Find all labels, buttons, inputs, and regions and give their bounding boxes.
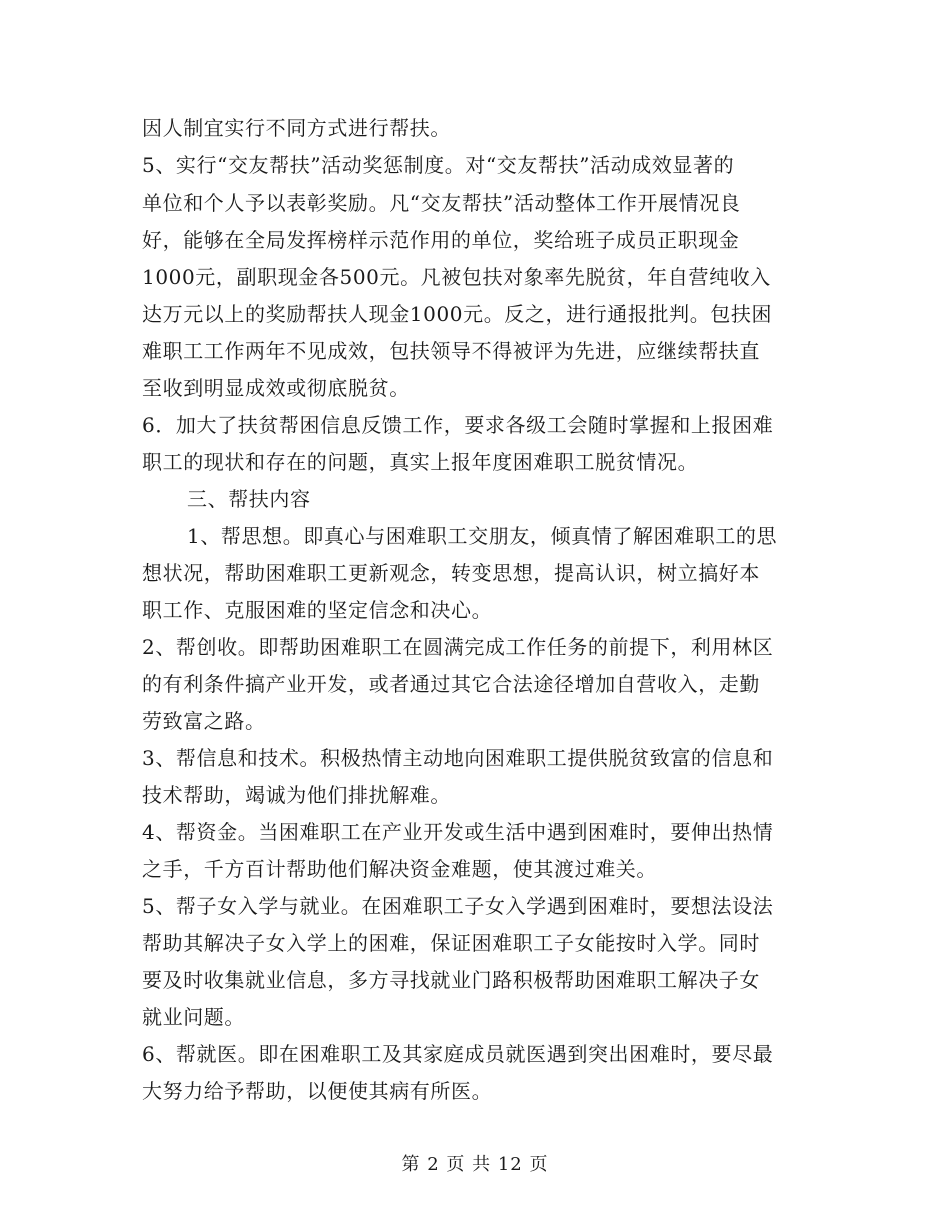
text-line: 职工的现状和存在的问题，真实上报年度困难职工脱贫情况。 <box>142 450 699 474</box>
text-line: 职工作、克服困难的坚定信念和决心。 <box>142 598 493 622</box>
text-line: 好，能够在全局发挥榜样示范作用的单位，奖给班子成员正职现金 <box>142 228 740 252</box>
text-line: 6、帮就医。即在困难职工及其家庭成员就医遇到突出困难时，要尽最 <box>142 1042 774 1066</box>
text-line: 技术帮助，竭诚为他们排扰解难。 <box>142 783 451 807</box>
text-line: 想状况，帮助困难职工更新观念，转变思想，提高认识，树立搞好本 <box>142 561 760 585</box>
text-line: 帮助其解决子女入学上的困难，保证困难职工子女能按时入学。同时 <box>142 931 760 955</box>
text-line: 6．加大了扶贫帮困信息反馈工作，要求各级工会随时掌握和上报困难 <box>142 413 774 437</box>
text-line: 单位和个人予以表彰奖励。凡“交友帮扶”活动整体工作开展情况良 <box>142 191 741 215</box>
page-number-footer: 第 2 页 共 12 页 <box>401 1154 549 1175</box>
text-line: 大努力给予帮助，以便使其病有所医。 <box>142 1079 493 1103</box>
text-line: 3、帮信息和技术。积极热情主动地向困难职工提供脱贫致富的信息和 <box>142 746 774 770</box>
text-line: 要及时收集就业信息，多方寻找就业门路积极帮助困难职工解决子女 <box>142 968 760 992</box>
text-line: 1、帮思想。即真心与困难职工交朋友，倾真情了解困难职工的思 <box>187 524 778 548</box>
text-line: 就业问题。 <box>142 1005 245 1029</box>
text-line: 1000元，副职现金各500元。凡被包扶对象率先脱贫，年自营纯收入 <box>142 265 771 289</box>
text-line: 至收到明显成效或彻底脱贫。 <box>142 376 410 400</box>
text-line: 4、帮资金。当困难职工在产业开发或生活中遇到困难时，要伸出热情 <box>142 820 774 844</box>
text-line: 达万元以上的奖励帮扶人现金1000元。反之，进行通报批判。包扶困 <box>142 302 773 326</box>
text-line: 5、帮子女入学与就业。在困难职工子女入学遇到困难时，要想法设法 <box>142 894 774 918</box>
section-heading: 三、帮扶内容 <box>187 487 311 511</box>
text-line: 因人制宜实行不同方式进行帮扶。 <box>142 116 451 140</box>
text-line: 劳致富之路。 <box>142 709 266 733</box>
text-line: 的有利条件搞产业开发，或者通过其它合法途径增加自营收入，走勤 <box>142 672 760 696</box>
text-line: 难职工工作两年不见成效，包扶领导不得被评为先进，应继续帮扶直 <box>142 339 760 363</box>
text-line: 5、实行“交友帮扶”活动奖惩制度。对“交友帮扶”活动成效显著的 <box>142 153 735 177</box>
text-line: 之手，千方百计帮助他们解决资金难题，使其渡过难关。 <box>142 857 657 881</box>
text-line: 2、帮创收。即帮助困难职工在圆满完成工作任务的前提下，利用林区 <box>142 635 774 659</box>
